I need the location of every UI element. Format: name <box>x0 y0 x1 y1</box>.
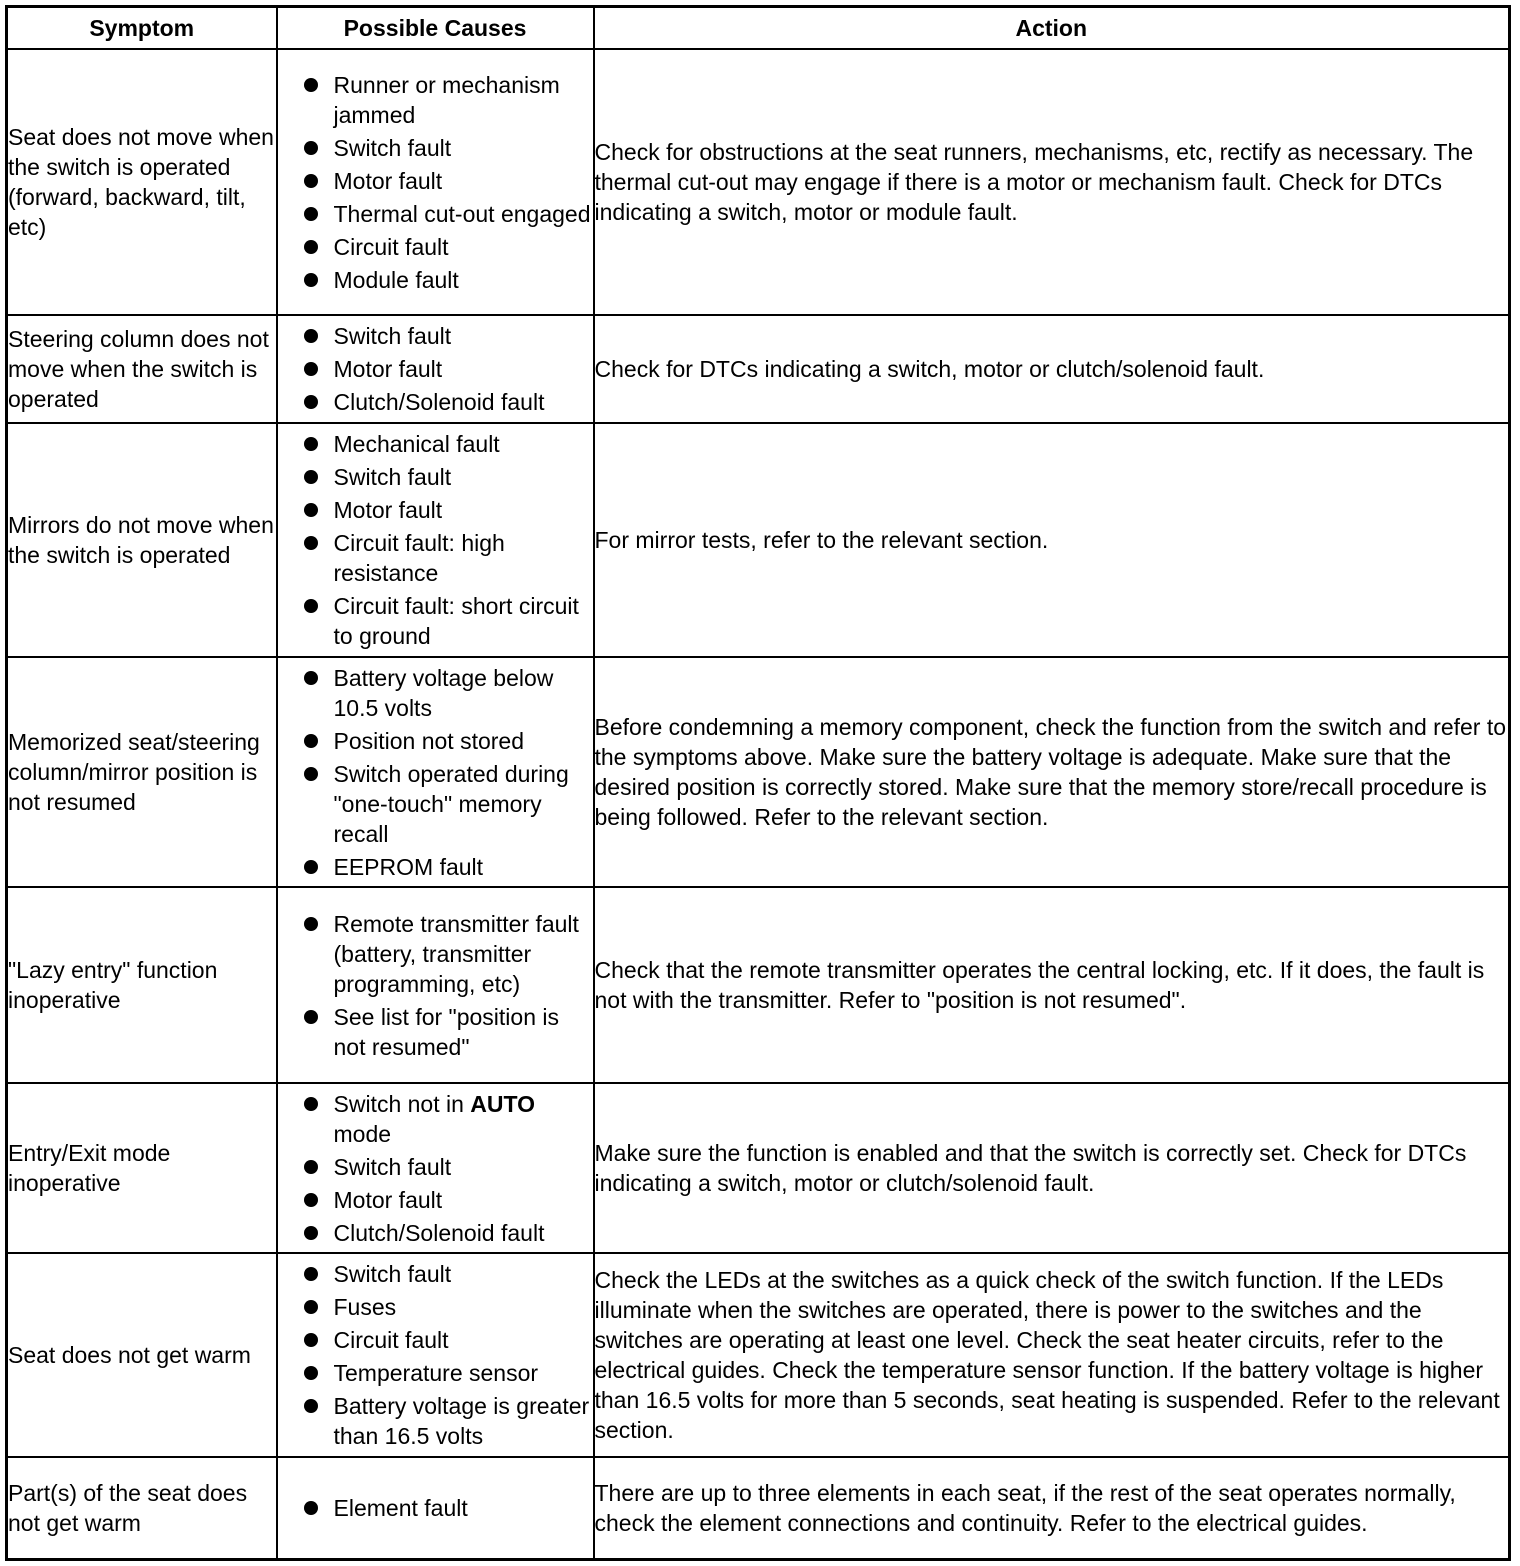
bullet-icon <box>304 1226 318 1240</box>
cause-item: Switch fault <box>278 133 593 163</box>
causes-cell <box>277 49 594 315</box>
header-action: Action <box>594 7 1510 50</box>
symptom-table <box>5 5 1511 1561</box>
bullet-icon <box>304 1366 318 1380</box>
symptom-cell: Entry/Exit mode inoperative <box>7 1083 277 1253</box>
causes-cell <box>277 1083 594 1253</box>
cause-item: Switch fault <box>278 321 593 351</box>
bullet-icon <box>304 1333 318 1347</box>
cause-item: See list for "position is not resumed" <box>278 1002 593 1062</box>
cause-item: Clutch/Solenoid fault <box>278 1218 593 1248</box>
bullet-icon <box>304 599 318 613</box>
cause-item: Circuit fault: high resistance <box>278 528 593 588</box>
causes-list <box>278 321 593 417</box>
bullet-icon <box>304 1300 318 1314</box>
action-cell: Check for DTCs indicating a switch, motor or clutch/solenoid fault. <box>594 315 1510 423</box>
symptom-cell: Memorized seat/steering column/mirror position is not resumed <box>7 657 277 887</box>
bullet-icon <box>304 860 318 874</box>
bullet-icon <box>304 671 318 685</box>
causes-list <box>278 70 593 295</box>
action-cell: For mirror tests, refer to the relevant section. <box>594 423 1510 657</box>
cause-item: Battery voltage below 10.5 volts <box>278 663 593 723</box>
cause-item: EEPROM fault <box>278 852 593 882</box>
cause-item: Switch operated during "one-touch" memory recall <box>278 759 593 849</box>
symptom-cell: Part(s) of the seat does not get warm <box>7 1457 277 1559</box>
causes-cell <box>277 887 594 1083</box>
cause-item: Thermal cut-out engaged <box>278 199 593 229</box>
bullet-icon <box>304 503 318 517</box>
bullet-icon <box>304 329 318 343</box>
bullet-icon <box>304 1399 318 1413</box>
symptom-cell: Steering column does not move when the switch is operated <box>7 315 277 423</box>
bullet-icon <box>304 1097 318 1111</box>
cause-item: Temperature sensor <box>278 1358 593 1388</box>
causes-cell <box>277 1457 594 1559</box>
auto-label: AUTO <box>470 1090 536 1117</box>
diagnostic-table-container <box>5 5 1508 1561</box>
symptom-cell: Seat does not get warm <box>7 1253 277 1457</box>
bullet-icon <box>304 207 318 221</box>
table-row <box>7 1253 1510 1457</box>
bullet-icon <box>304 240 318 254</box>
cause-item: Circuit fault <box>278 232 593 262</box>
causes-list <box>278 1259 593 1451</box>
causes-cell <box>277 423 594 657</box>
bullet-icon <box>304 536 318 550</box>
cause-item: Switch not in AUTO mode <box>278 1089 593 1149</box>
cause-item: Element fault <box>278 1493 593 1523</box>
bullet-icon <box>304 437 318 451</box>
cause-item: Runner or mechanism jammed <box>278 70 593 130</box>
bullet-icon <box>304 917 318 931</box>
causes-cell <box>277 315 594 423</box>
cause-item: Switch fault <box>278 1152 593 1182</box>
causes-list <box>278 663 593 882</box>
bullet-icon <box>304 1010 318 1024</box>
symptom-cell: Mirrors do not move when the switch is operated <box>7 423 277 657</box>
bullet-icon <box>304 470 318 484</box>
action-cell: Before condemning a memory component, check the function from the switch and refer to the symptoms above. Make sure the battery voltage is adequate. Make sure that the desired position is correctly stored. Make sure that the memory store/recall procedure is being followed. Refer to the relevant section. <box>594 657 1510 887</box>
action-cell: There are up to three elements in each seat, if the rest of the seat operates normally, check the element connections and continuity. Refer to the electrical guides. <box>594 1457 1510 1559</box>
causes-cell <box>277 657 594 887</box>
cause-item: Remote transmitter fault (battery, transmitter programming, etc) <box>278 909 593 999</box>
bullet-icon <box>304 1501 318 1515</box>
cause-item: Battery voltage is greater than 16.5 volts <box>278 1391 593 1451</box>
bullet-icon <box>304 395 318 409</box>
action-cell: Make sure the function is enabled and that the switch is correctly set. Check for DTCs indicating a switch, motor or clutch/solenoid fault. <box>594 1083 1510 1253</box>
causes-cell <box>277 1253 594 1457</box>
action-cell: Check for obstructions at the seat runners, mechanisms, etc, rectify as necessary. The thermal cut-out may engage if there is a motor or mechanism fault. Check for DTCs indicating a switch, motor or module fault. <box>594 49 1510 315</box>
bullet-icon <box>304 78 318 92</box>
header-symptom: Symptom <box>7 7 277 50</box>
causes-list <box>278 909 593 1062</box>
bullet-icon <box>304 1193 318 1207</box>
cause-item: Fuses <box>278 1292 593 1322</box>
cause-item: Circuit fault <box>278 1325 593 1355</box>
causes-list <box>278 1089 593 1248</box>
table-row <box>7 1083 1510 1253</box>
header-possible-causes: Possible Causes <box>277 7 594 50</box>
symptom-cell: "Lazy entry" function inoperative <box>7 887 277 1083</box>
action-cell: Check that the remote transmitter operates the central locking, etc. If it does, the fault is not with the transmitter. Refer to "position is not resumed". <box>594 887 1510 1083</box>
bullet-icon <box>304 174 318 188</box>
cause-item: Mechanical fault <box>278 429 593 459</box>
bullet-icon <box>304 141 318 155</box>
cause-item: Circuit fault: short circuit to ground <box>278 591 593 651</box>
cause-item: Motor fault <box>278 166 593 196</box>
cause-item: Motor fault <box>278 495 593 525</box>
cause-item: Position not stored <box>278 726 593 756</box>
cause-item: Motor fault <box>278 1185 593 1215</box>
bullet-icon <box>304 362 318 376</box>
bullet-icon <box>304 1160 318 1174</box>
table-row <box>7 657 1510 887</box>
table-row <box>7 315 1510 423</box>
bullet-icon <box>304 734 318 748</box>
bullet-icon <box>304 273 318 287</box>
bullet-icon <box>304 1267 318 1281</box>
cause-item: Clutch/Solenoid fault <box>278 387 593 417</box>
causes-list <box>278 1493 593 1523</box>
header-row <box>7 7 1510 50</box>
action-cell: Check the LEDs at the switches as a quick check of the switch function. If the LEDs illuminate when the switches are operated, there is power to the switches and the switches are operating at least one level. Check the seat heater circuits, refer to the electrical guides. Check the temperature sensor function. If the battery voltage is higher than 16.5 volts for more than 5 seconds, seat heating is suspended. Refer to the relevant section. <box>594 1253 1510 1457</box>
table-row <box>7 887 1510 1083</box>
table-row <box>7 1457 1510 1559</box>
cause-item: Switch fault <box>278 462 593 492</box>
symptom-cell: Seat does not move when the switch is operated (forward, backward, tilt, etc) <box>7 49 277 315</box>
cause-item: Switch fault <box>278 1259 593 1289</box>
bullet-icon <box>304 767 318 781</box>
causes-list <box>278 429 593 651</box>
cause-item: Module fault <box>278 265 593 295</box>
cause-item: Motor fault <box>278 354 593 384</box>
table-row <box>7 423 1510 657</box>
table-row <box>7 49 1510 315</box>
